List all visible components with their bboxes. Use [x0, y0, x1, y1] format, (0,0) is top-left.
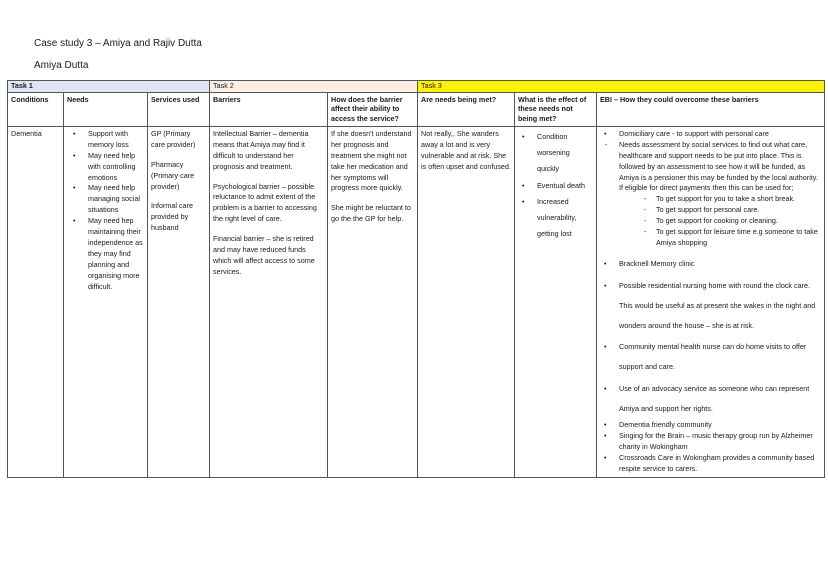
list-item: • Use of an advocacy service as someone who can represent Amiya and support her rights.: [619, 379, 821, 419]
task-row: [8, 81, 825, 93]
ebi-sublist: [619, 194, 821, 249]
header-barriers: Barriers: [210, 92, 328, 126]
needs-met-cell: Not really,. She wanders away a lot and is very vulnerable and at risk. She is often upset and confused.: [418, 126, 515, 477]
service-item: GP (Primary care provider): [151, 128, 196, 149]
list-item: [537, 182, 593, 190]
list-item: - To get support for cooking or cleaning.: [656, 216, 821, 227]
list-item: • Singing for the Brain – music therapy group run by Alzheimer charity in Wokingham: [619, 431, 821, 453]
assessment-text: Needs assessment by social services to find out what care, healthcare and support needs to be put into place. This is followed by an assessment to see how it will be funded, as Amiya is a pensioner this may be funded by the local authority. If eligible for direct payments then this can be used for;: [619, 139, 818, 193]
document-title: Case study 3 – Amiya and Rajiv Dutta: [34, 38, 202, 49]
header-needs-met: Are needs being met?: [418, 92, 515, 126]
services-cell: [148, 126, 210, 477]
how-barrier-cell: [328, 126, 418, 477]
list-item: • May need hep maintaining their independence as they may find planning and organising more difficult.: [88, 216, 144, 293]
needs-cell: [64, 126, 148, 477]
barrier-item: Intellectual Barrier – dementia means that Amiya may find it difficult to understand her prognosis and treatment.: [213, 128, 309, 171]
effect-cell: [515, 126, 597, 477]
list-item: - To get support for you to take a short break.: [656, 194, 821, 205]
barrier-item: Financial barrier – she is retired and may have reduced funds which will affect access to some services.: [213, 234, 315, 277]
list-item: • May need help with controlling emotions: [88, 151, 144, 184]
effect-line: quickly: [537, 163, 559, 173]
list-item: [537, 133, 593, 173]
header-ebi: EBI – How they could overcome these barriers: [597, 92, 825, 126]
barriers-cell: [210, 126, 328, 477]
list-item: • Bracknell Memory clinic: [619, 254, 821, 274]
service-item: Pharmacy (Primary care provider): [151, 159, 195, 191]
effect-line: worsening: [537, 147, 570, 157]
header-services: Services used: [148, 92, 210, 126]
dash-marker: -: [605, 139, 608, 149]
ebi-list-continued: [600, 254, 821, 475]
how-barrier-item: If she doesn't understand her prognosis and treatment she might not take her medication and her symptoms will progress more quickly.: [331, 128, 412, 193]
task-2-label: Task 2: [210, 81, 418, 93]
header-how-barrier: How does the barrier affect their ability to access the service?: [328, 92, 418, 126]
barrier-item: Psychological barrier – possible reluctance to admit extent of the problem is a barrier to accessing the right level of care.: [213, 181, 317, 224]
list-item: [537, 198, 593, 238]
effect-line: getting lost: [537, 229, 572, 239]
condition-cell: Dementia: [8, 126, 64, 477]
needs-list: [67, 129, 144, 293]
table-row: [8, 126, 825, 477]
task-3-label: Task 3: [418, 81, 825, 93]
how-barrier-item: She might be reluctant to go the the GP for help.: [331, 203, 411, 224]
ebi-list: [600, 129, 821, 140]
header-needs: Needs: [64, 92, 148, 126]
list-item: • Possible residential nursing home with round the clock care. This would be useful as at present she wakes in the night and wonders around the house – she is at risk.: [619, 276, 821, 335]
effect-line: • Condition: [537, 131, 568, 141]
list-item: • Domiciliary care - to support with personal care: [619, 129, 821, 140]
list-item: • Support with memory loss: [88, 129, 144, 151]
list-item: - To get support for personal care.: [656, 205, 821, 216]
effect-line: • Increased: [537, 197, 569, 207]
header-conditions: Conditions: [8, 92, 64, 126]
ebi-assessment-item: [600, 140, 821, 249]
case-study-table: [7, 80, 825, 478]
header-row: [8, 92, 825, 126]
list-item: • Community mental health nurse can do home visits to offer support and care.: [619, 337, 821, 377]
task-1-label: Task 1: [8, 81, 210, 93]
list-item: • Dementia friendly community: [619, 420, 821, 431]
effect-line: vulnerability,: [537, 213, 577, 223]
ebi-cell: [597, 126, 825, 477]
list-item: • Crossroads Care in Wokingham provides a community based respite service to carers.: [619, 453, 821, 475]
effects-list: [518, 133, 593, 238]
header-effect: What is the effect of these needs not being met?: [515, 92, 597, 126]
document-subtitle: Amiya Dutta: [34, 60, 89, 71]
effect-line: • Eventual death: [537, 180, 585, 190]
service-item: Informal care provided by husband: [151, 201, 193, 233]
list-item: - To get support for leisure time e.g someone to take Amiya shopping: [656, 227, 821, 249]
list-item: • May need help managing social situations: [88, 183, 144, 216]
